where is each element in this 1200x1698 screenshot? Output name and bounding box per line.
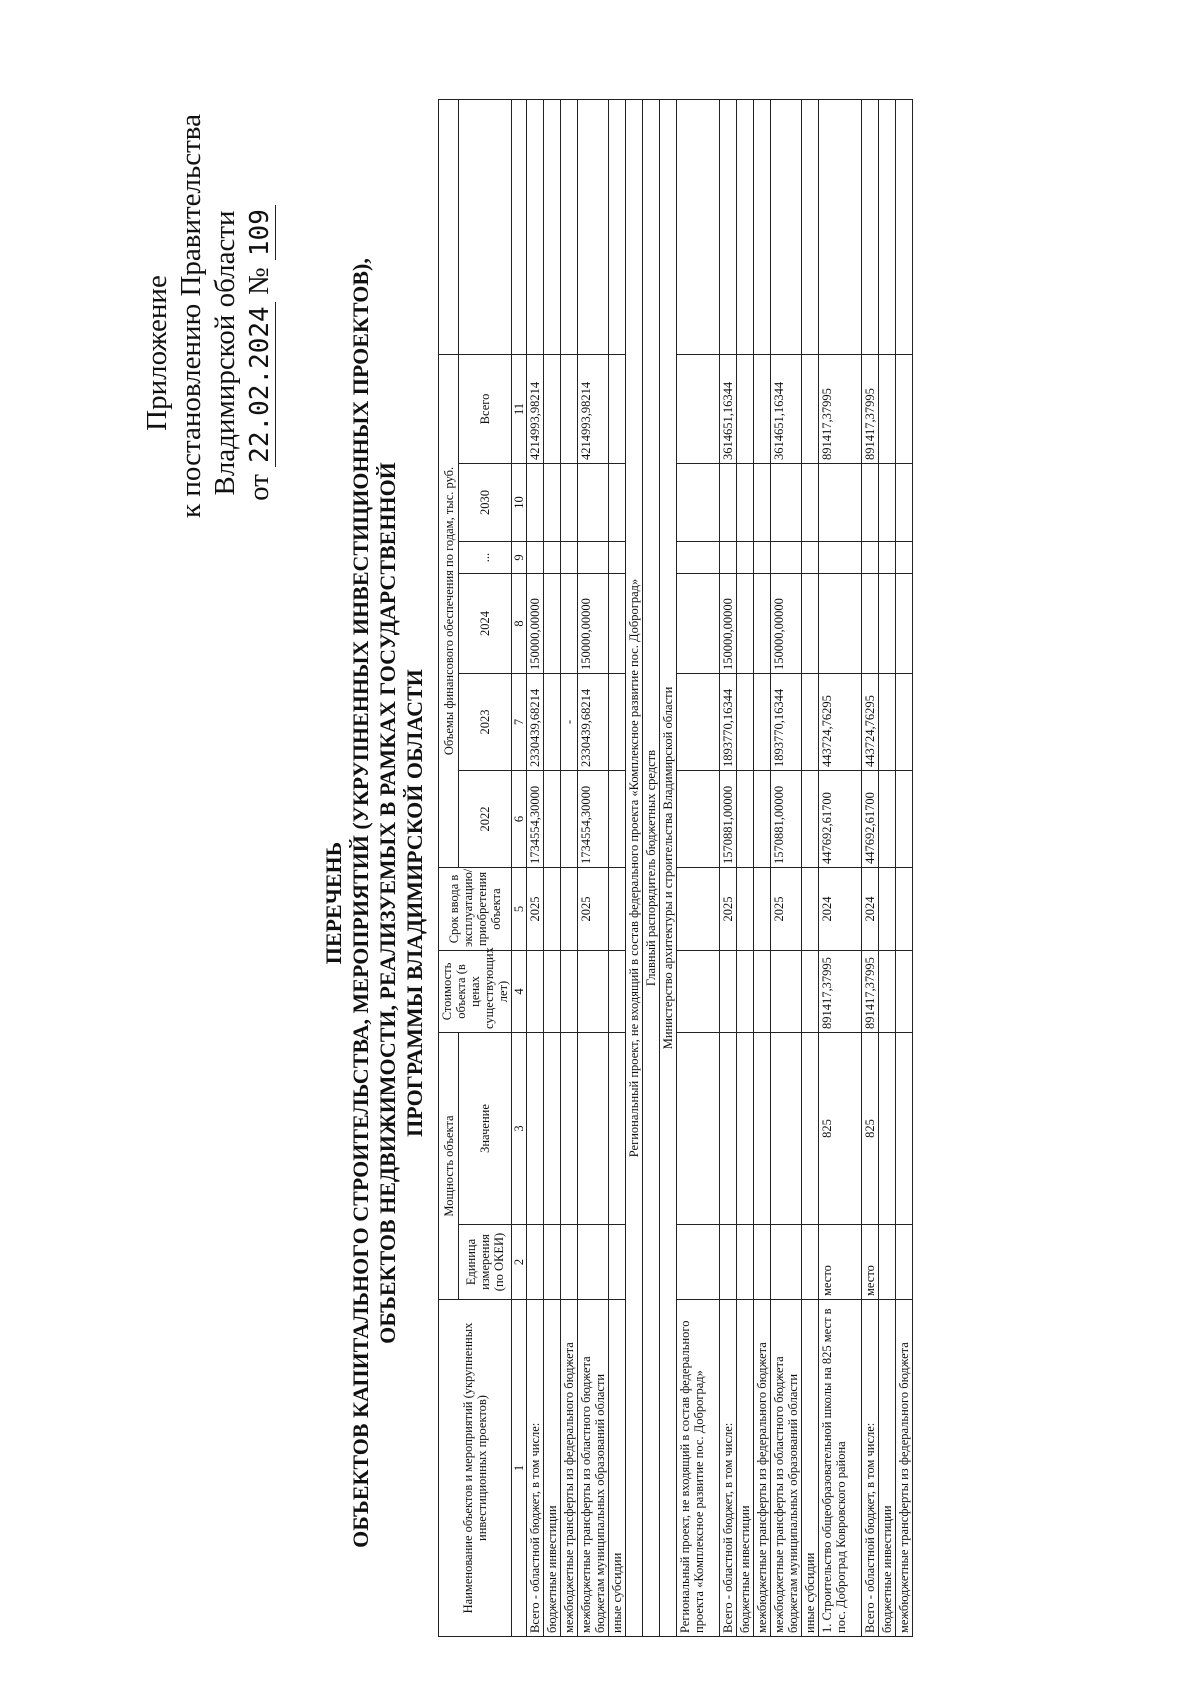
row-name: иные субсидии: [609, 1300, 626, 1637]
object-cost: 891417,37995: [819, 951, 862, 1033]
row-name: межбюджетные трансферты из областного бюджета бюджетам муниципальных образований области: [771, 1300, 802, 1637]
table-row: [896, 100, 913, 1637]
row-name: бюджетные инвестиции: [544, 1300, 561, 1637]
object-term: 2024: [819, 868, 862, 951]
row-2024: 150000,00000: [527, 574, 544, 674]
colnum: 2: [512, 1225, 527, 1300]
header-capacity: Мощность объекта: [439, 1033, 459, 1300]
title-line-3: ПРОГРАММЫ ВЛАДИМИРСКОЙ ОБЛАСТИ: [402, 669, 427, 1137]
row-sum: 4214993,98214: [527, 355, 544, 464]
appendix-number: 109: [245, 205, 276, 260]
header-name: Наименование объектов и мероприятий (укрупненных инвестиционных проектов): [439, 1300, 512, 1637]
appendix-from: от: [243, 474, 275, 501]
title-line-1: ОБЪЕКТОВ КАПИТАЛЬНОГО СТРОИТЕЛЬСТВА, МЕРОПРИЯТИЙ (УКРУПНЕННЫХ ИНВЕСТИЦИОННЫХ ПРОЕКТОВ),: [348, 258, 373, 1548]
table-row: [862, 100, 879, 1637]
row-unit: место: [862, 1225, 879, 1300]
section-row: [660, 100, 677, 1637]
table-row: [609, 100, 626, 1637]
header-2022: 2022: [459, 771, 512, 868]
appendix-date: 22.02.2024: [245, 302, 276, 467]
row-term: 2025: [527, 868, 544, 951]
table-row: [561, 100, 578, 1637]
row-term: 2025: [720, 868, 737, 951]
row-2024: 150000,00000: [771, 574, 802, 674]
header-total: Всего: [459, 355, 512, 464]
objects-table: [438, 99, 913, 1637]
section-row: [626, 100, 643, 1637]
appendix-resolution: к постановлению Правительства: [175, 114, 207, 518]
header-funding: Объемы финансового обеспечения по годам, тыс. руб.: [439, 355, 459, 868]
row-2024: 150000,00000: [720, 574, 737, 674]
row-2024: 150000,00000: [578, 574, 609, 674]
row-2022: 1734554,30000: [578, 771, 609, 868]
table-row: [677, 100, 720, 1637]
object-2022: 447692,61700: [819, 771, 862, 868]
header-ellipsis: ...: [459, 542, 512, 574]
colnum: 3: [512, 1033, 527, 1225]
row-2022: 1570881,00000: [771, 771, 802, 868]
row-2023: 1893770,16344: [720, 674, 737, 771]
row-term: 2025: [578, 868, 609, 951]
section-main-manager: Главный распорядитель бюджетных средств: [643, 100, 660, 1637]
row-name: Всего - областной бюджет, в том числе:: [862, 1300, 879, 1637]
colnum: 6: [512, 771, 527, 868]
row-2023: 1893770,16344: [771, 674, 802, 771]
row-2023: 2330439,68214: [578, 674, 609, 771]
header-deadline: Срок ввода в эксплуатацию/приобретения объекта: [439, 868, 512, 951]
appendix-region: Владимирской области: [209, 210, 241, 496]
row-sum: 4214993,98214: [578, 355, 609, 464]
header-2023: 2023: [459, 674, 512, 771]
appendix-block: [140, 114, 277, 518]
row-2023: -: [561, 674, 578, 771]
colnum: 7: [512, 674, 527, 771]
header-unit: Единица измерения (по ОКЕИ): [459, 1225, 512, 1300]
row-name: Всего - областной бюджет, в том числе:: [527, 1300, 544, 1637]
row-name: межбюджетные трансферты из федерального бюджета: [896, 1300, 913, 1637]
colnum: 4: [512, 951, 527, 1033]
section-regional-project: Региональный проект, не входящий в состав федерального проекта «Комплексное развитие пос. Доброград»: [626, 100, 643, 1637]
colnum: 8: [512, 574, 527, 674]
table-row: [578, 100, 609, 1637]
table-row: [879, 100, 896, 1637]
table-row: [802, 100, 819, 1637]
row-name: иные субсидии: [802, 1300, 819, 1637]
table-row: [527, 100, 544, 1637]
table-row: [720, 100, 737, 1637]
section-row: [643, 100, 660, 1637]
object-name: 1. Строительство общеобразовательной школы на 825 мест в пос. Доброград Ковровского района: [819, 1300, 862, 1637]
colnum-spacer: [512, 100, 527, 355]
section-ministry: Министерство архитектуры и строительства Владимирской области: [660, 100, 677, 1637]
title-line-2: ОБЪЕКТОВ НЕДВИЖИМОСТИ, РЕАЛИЗУЕМЫХ В РАМКАХ ГОСУДАРСТВЕННОЙ: [375, 462, 400, 1344]
row-term: 2025: [771, 868, 802, 951]
row-2022: 447692,61700: [862, 771, 879, 868]
header-2024: 2024: [459, 574, 512, 674]
row-2023: 443724,76295: [862, 674, 879, 771]
colnum: 5: [512, 868, 527, 951]
row-2022: 1734554,30000: [527, 771, 544, 868]
row-sum: 3614651,16344: [720, 355, 737, 464]
table-row: [754, 100, 771, 1637]
appendix-date-line: [242, 188, 277, 518]
row-value: 825: [862, 1033, 879, 1225]
document-title: [320, 248, 428, 1558]
table-row-object: [819, 100, 862, 1637]
table-header-row-1: [439, 100, 459, 1637]
row-name: Всего - областной бюджет, в том числе:: [720, 1300, 737, 1637]
header-2030: 2030: [459, 464, 512, 542]
object-unit: место: [819, 1225, 862, 1300]
colnum: 9: [512, 542, 527, 574]
header-value: Значение: [459, 1033, 512, 1225]
row-sum: 3614651,16344: [771, 355, 802, 464]
table-row: [737, 100, 754, 1637]
colnum: 1: [512, 1300, 527, 1637]
row-name: межбюджетные трансферты из федерального бюджета: [754, 1300, 771, 1637]
header-spacer: [439, 100, 459, 355]
object-value: 825: [819, 1033, 862, 1225]
row-name: бюджетные инвестиции: [879, 1300, 896, 1637]
header-cost: Стоимость объекта (в ценах существующих лет): [439, 951, 512, 1033]
row-name: Региональный проект, не входящий в состав федерального проекта «Комплексное развитие пос. Доброград»: [677, 1300, 720, 1637]
row-2023: 2330439,68214: [527, 674, 544, 771]
row-cost: 891417,37995: [862, 951, 879, 1033]
row-sum: 891417,37995: [862, 355, 879, 464]
row-name: межбюджетные трансферты из областного бюджета бюджетам муниципальных образований области: [578, 1300, 609, 1637]
title-heading: ПЕРЕЧЕНЬ: [321, 841, 346, 965]
object-sum: 891417,37995: [819, 355, 862, 464]
appendix-number-sign: №: [243, 267, 275, 296]
table-row: [771, 100, 802, 1637]
object-2023: 443724,76295: [819, 674, 862, 771]
colnum: 11: [512, 355, 527, 464]
row-term: 2024: [862, 868, 879, 951]
row-name: межбюджетные трансферты из федерального бюджета: [561, 1300, 578, 1637]
table-row: [544, 100, 561, 1637]
row-name: бюджетные инвестиции: [737, 1300, 754, 1637]
appendix-label: Приложение: [141, 275, 173, 431]
column-numbers-row: [512, 100, 527, 1637]
colnum: 10: [512, 464, 527, 542]
row-2022: 1570881,00000: [720, 771, 737, 868]
header-spacer-2: [459, 100, 512, 355]
